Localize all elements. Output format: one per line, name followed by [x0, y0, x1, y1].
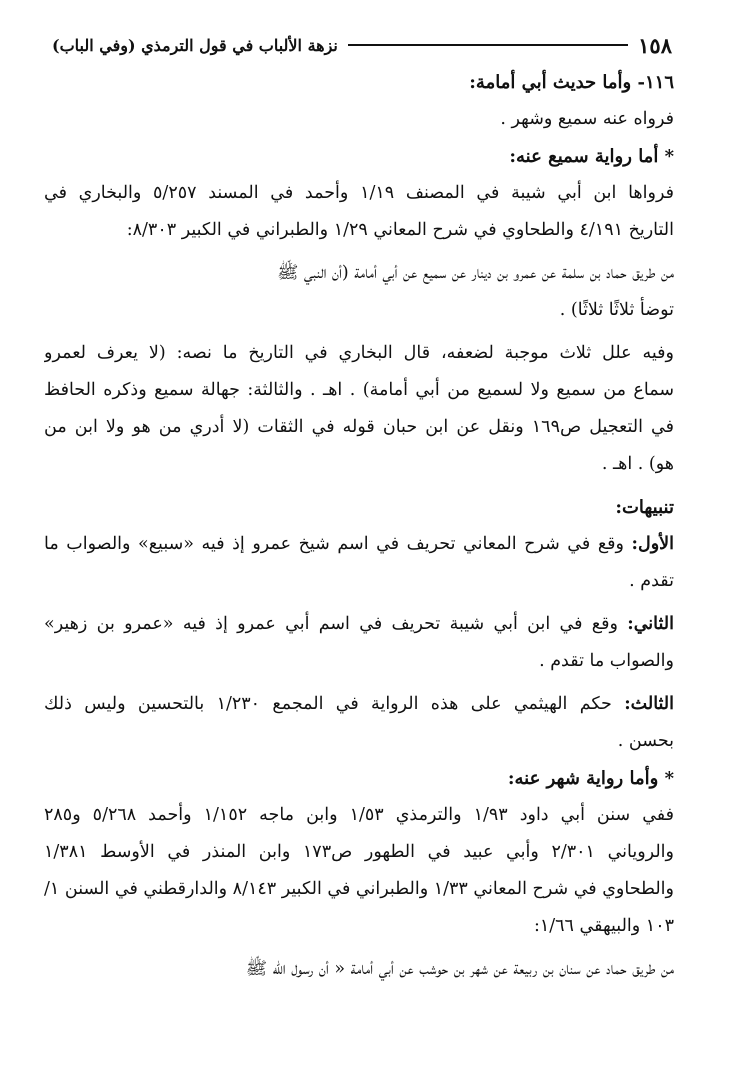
- note-text: وقع في شرح المعاني تحريف في اسم شيخ عمرو إذ فيه «سبيع» والصواب ما: [44, 534, 624, 554]
- note-text: وقع في ابن أبي شيبة تحريف في اسم أبي عمرو إذ فيه «عمرو بن زهير»: [44, 614, 618, 634]
- samee-chain-line: من طريق حماد بن سلمة عن عمرو بن دينار عن سميع عن أبي أمامة (أن النبي ﷺ: [277, 263, 674, 283]
- notes-heading: تنبيهات:: [615, 497, 674, 518]
- shahr-heading: * وأما رواية شهر عنه:: [507, 768, 674, 789]
- shahr-sources-line: والروياني ٢/٣٠١ وأبي عبيد في الطهور ص١٧٣ وابن المنذر في الأوسط ١/٣٨١: [44, 842, 674, 862]
- shahr-sources-line: والطحاوي في شرح المعاني ١/٣٣ والطبراني في الكبير ٨/١٤٣ والدارقطني في السنن ١/: [44, 879, 674, 899]
- note-label: الثاني:: [627, 614, 674, 634]
- running-title: نزهة الألباب في قول الترمذي (وفي الباب): [52, 35, 338, 55]
- shahr-sources-line: ففي سنن أبي داود ١/٩٣ والترمذي ١/٥٣ وابن ماجه ١/١٥٢ وأحمد ٥/٢٦٨ و٢٨٥: [44, 805, 674, 825]
- page-header: [52, 28, 672, 62]
- note-label: الأول:: [631, 534, 674, 554]
- page-body: [44, 64, 674, 988]
- section-intro: فرواه عنه سميع وشهر .: [500, 109, 674, 129]
- note-text: حكم الهيثمي على هذه الرواية في المجمع ١/٢٣٠ بالتحسين وليس ذلك: [44, 694, 612, 714]
- samee-sources-line: فرواها ابن أبي شيبة في المصنف ١/١٩ وأحمد في المسند ٥/٢٥٧ والبخاري في: [44, 183, 674, 203]
- note-first-line: [44, 526, 674, 563]
- shahr-sources-line: ١٠٣ والبيهقي ١/٦٦:: [533, 916, 674, 936]
- samee-illness-line: في التعجيل ص١٦٩ ونقل عن ابن حبان قوله في الثقات (لا أدري من هو ولا ابن من: [44, 417, 674, 437]
- note-label: الثالث:: [624, 694, 674, 714]
- samee-chain-line: توضأ ثلاثًا ثلاثًا) .: [559, 300, 674, 320]
- note-continuation: والصواب ما تقدم .: [539, 651, 674, 671]
- note-second-line: [44, 606, 674, 643]
- samee-sources-line: التاريخ ٤/١٩١ والطحاوي في شرح المعاني ١/٢٩ والطبراني في الكبير ٨/٣٠٣:: [126, 220, 674, 240]
- note-third-line: [44, 686, 674, 723]
- samee-illness-line: سماع من سميع ولا لسميع من أبي أمامة) . اهـ . والثالثة: جهالة سميع وذكره الحافظ: [44, 380, 674, 400]
- samee-illness-line: هو) . اهـ .: [601, 454, 674, 474]
- shahr-chain-line: من طريق حماد عن سنان بن ربيعة عن شهر بن حوشب عن أبي أمامة « أن رسول الله ﷺ: [245, 959, 674, 979]
- header-rule: [348, 44, 628, 46]
- note-continuation: تقدم .: [629, 571, 674, 591]
- page-number: ١٥٨: [638, 32, 672, 58]
- section-heading: ١١٦- وأما حديث أبي أمامة:: [469, 72, 674, 93]
- note-continuation: بحسن .: [617, 731, 674, 751]
- samee-illness-line: وفيه علل ثلاث موجبة لضعفه، قال البخاري في التاريخ ما نصه: (لا يعرف لعمرو: [44, 343, 674, 363]
- samee-heading: * أما رواية سميع عنه:: [509, 146, 674, 167]
